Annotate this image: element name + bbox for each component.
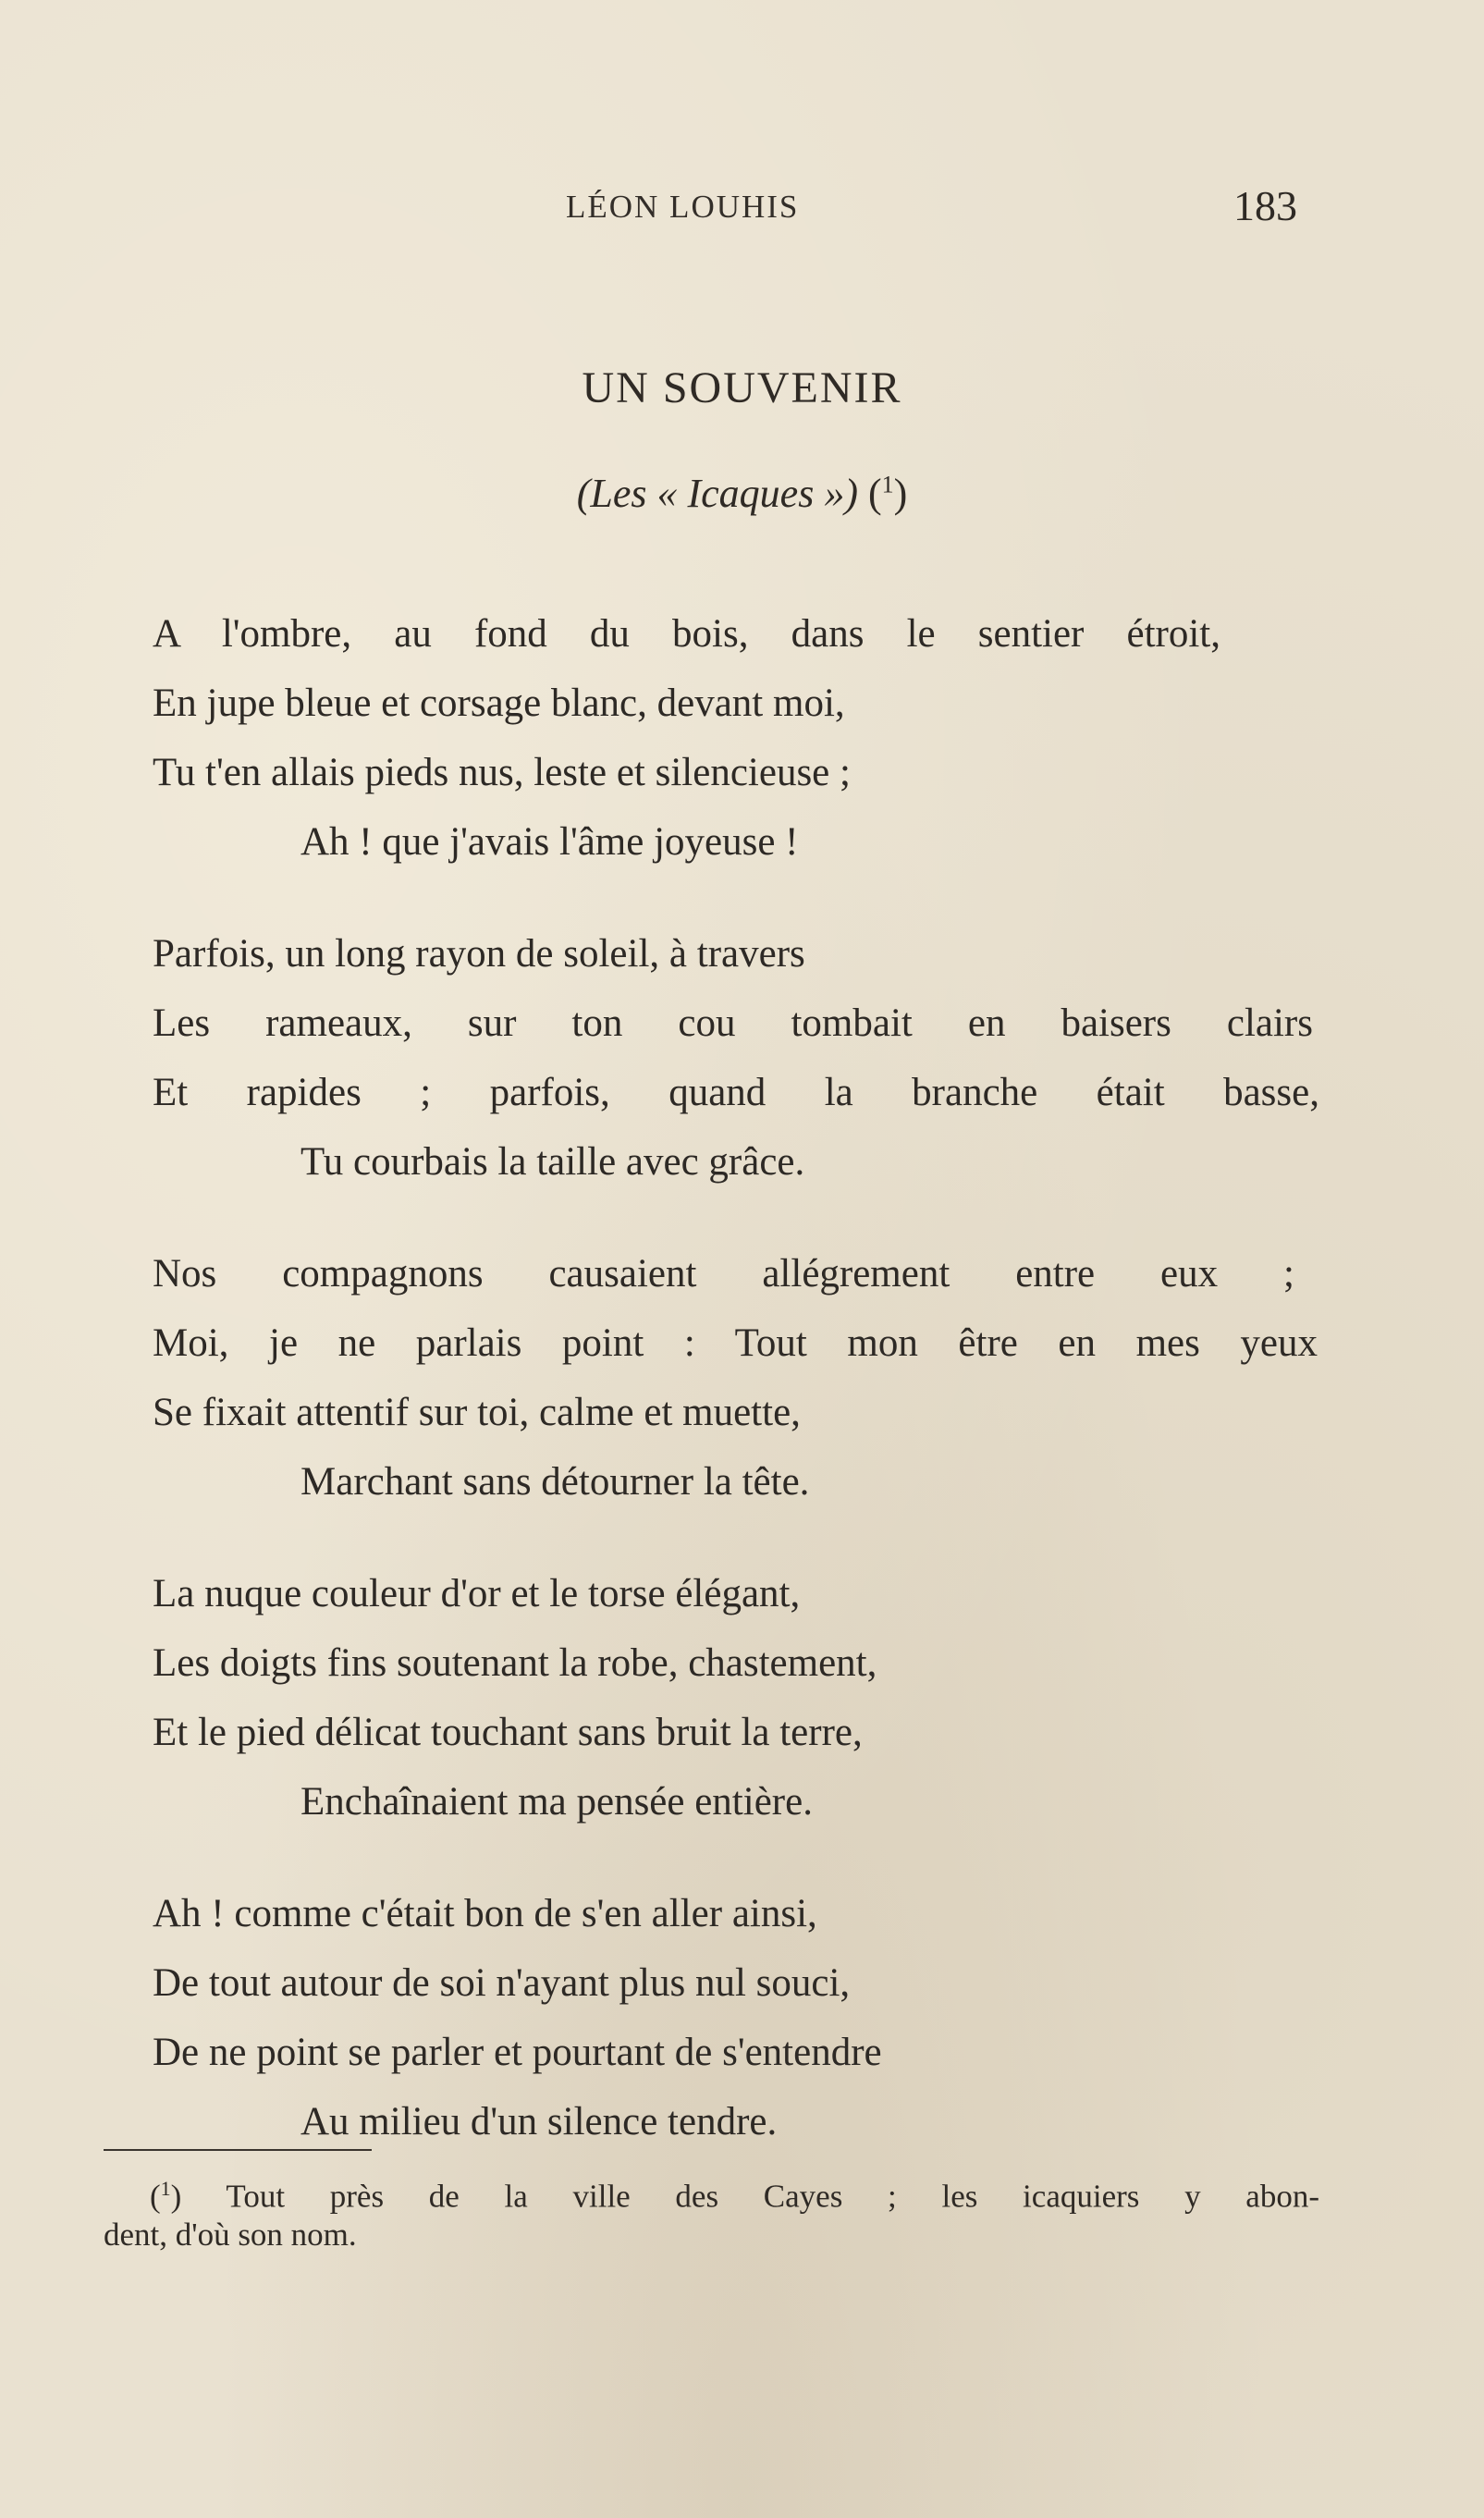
running-head-author: LÉON LOUHIS	[566, 189, 800, 225]
verse-refrain: Tu courbais la taille avec grâce.	[300, 1140, 805, 1184]
verse: Les doigts fins soutenant la robe, chastement,	[153, 1641, 877, 1685]
running-head	[0, 181, 1484, 237]
footnote-reference: 1	[881, 471, 894, 498]
stanza-1	[153, 599, 1345, 877]
footnote-mark-open: (	[150, 2178, 161, 2215]
verse-refrain: Enchaînaient ma pensée entière.	[300, 1780, 813, 1824]
footnote-line-1	[104, 2166, 1319, 2215]
page-number: 183	[1233, 182, 1297, 229]
footnote-mark: 1	[160, 2177, 171, 2200]
verse: Et le pied délicat touchant sans bruit la terre,	[153, 1711, 863, 1754]
subtitle-note-close: )	[893, 471, 908, 516]
verse-refrain: Au milieu d'un silence tendre.	[300, 2100, 778, 2143]
poem-subtitle	[0, 470, 1484, 517]
subtitle-note-open: (	[857, 471, 882, 516]
verse: Et rapides ; parfois, quand la branche était basse,	[153, 1071, 1319, 1114]
verse: De ne point se parler et pourtant de s'entendre	[153, 2031, 882, 2074]
verse: Se fixait attentif sur toi, calme et muette,	[153, 1391, 801, 1434]
verse: Moi, je ne parlais point : Tout mon être en mes yeux	[153, 1321, 1318, 1365]
verse-refrain: Marchant sans détourner la tête.	[300, 1460, 810, 1504]
stanza-2	[153, 919, 1345, 1197]
stanza-5	[153, 1879, 1345, 2156]
verse: Les rameaux, sur ton cou tombait en baisers clairs	[153, 1001, 1313, 1045]
verse: De tout autour de soi n'ayant plus nul souci,	[153, 1961, 851, 2005]
footnote	[104, 2166, 1319, 2258]
subtitle-name: Icaques	[687, 471, 815, 516]
poem-title: UN SOUVENIR	[582, 363, 902, 412]
verse: Parfois, un long rayon de soleil, à travers	[153, 932, 805, 976]
footnote-line-2: dent, d'où son nom.	[104, 2217, 357, 2253]
verse: Nos compagnons causaient allégrement entre eux ;	[153, 1252, 1294, 1296]
verse-refrain: Ah ! que j'avais l'âme joyeuse !	[300, 820, 799, 864]
footnote-mark-close: )	[170, 2178, 182, 2215]
poem-body	[153, 599, 1345, 2199]
footnote-separator	[104, 2149, 372, 2151]
footnote-text-1: Tout près de la ville des Cayes ; les icaquiers y abon-	[181, 2178, 1319, 2215]
subtitle-open: (Les «	[576, 471, 688, 516]
verse: La nuque couleur d'or et le torse élégant,	[153, 1572, 801, 1615]
stanza-3	[153, 1239, 1345, 1517]
verse: En jupe bleue et corsage blanc, devant moi,	[153, 682, 845, 725]
subtitle-close: »)	[814, 471, 858, 516]
verse: Ah ! comme c'était bon de s'en aller ainsi,	[153, 1892, 817, 1935]
verse: A l'ombre, au fond du bois, dans le sentier étroit,	[153, 612, 1220, 656]
verse: Tu t'en allais pieds nus, leste et silencieuse ;	[153, 751, 851, 794]
stanza-4	[153, 1559, 1345, 1836]
